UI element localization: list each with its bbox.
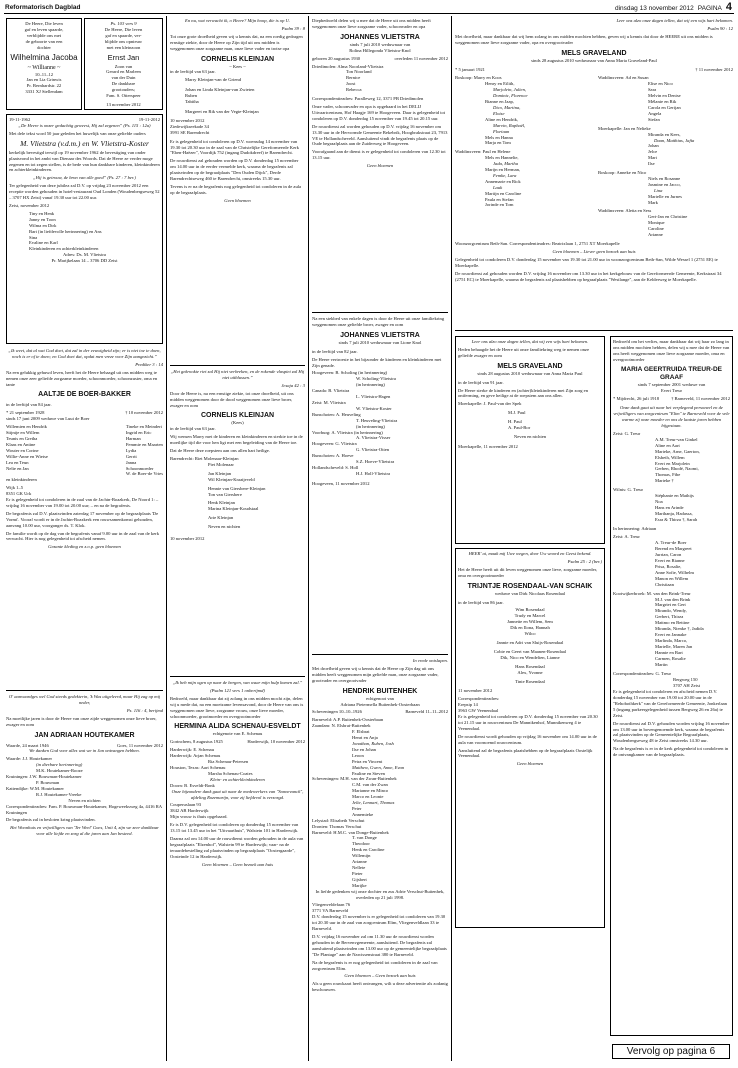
deceased-name: HERMINA ALIDA SCHENAU-ESVELDT <box>174 723 301 731</box>
obit-body: De Heere vertroeste in het bijzonder de kinderen en kleinkinderen met Zijn genade. <box>312 356 442 368</box>
obit-dates: * 21 september 1928 † 10 november 2012 <box>6 410 163 416</box>
obit-funeral: De rouwdienst zal gehouden worden op D.V. donderdag 15 november om 14.00 uur in de eerder vermelde kerk, waarna de begrafenis zal plaatsvinden op de begraafplaats "Den Ouden Dijck", Derde Barendrechtseweg 460 te Barendrecht, omstreeks 15.30 uur. <box>170 158 299 182</box>
family-member: Hans en Arinde <box>655 504 684 510</box>
obit-family <box>613 431 730 667</box>
family-member: Kootwijkerbroek: M. van den Brink-Treur <box>613 590 691 596</box>
ad-birth-wilhelmina <box>6 18 82 110</box>
obit-address: Vliegenveldefaan 76 3771 VA Barneveld <box>312 902 351 914</box>
jubilee-quote: „De Heere is onzer gedachtig geweest, Hij zal zegenen” (Ps. 115 : 12a) <box>18 122 151 128</box>
obit-sign2: Als u geen rouwkaart heeft ontvangen, wilt u deze advertentie als zodanig beschouwen. <box>312 981 448 993</box>
family-member: Gerben, Rhodé, Naomi, <box>655 466 699 472</box>
obit-thanks: Onze dank gaat uit naar het verplegend personeel en de vrijwilligers van zorgcentrum "Elim" te Barneveld voor de vele warme zij onze moeder en ons de laatste jaren hebben bijgestaan. <box>613 405 730 429</box>
ad-obituary-graveland <box>455 18 733 328</box>
column-divider <box>166 16 167 1061</box>
jubilee-address: Adres: Ds. M. Vlietstra Pr. Marijkelaan 14 – 3706 DD Zeist <box>51 252 118 264</box>
ad-obituary-houtekamer <box>6 694 163 1058</box>
family-member: Christiaan <box>655 581 674 587</box>
obit-quote: Leer ons alzo onze dagen tellen, dat wij een wijs hart bekomen. <box>616 18 733 23</box>
obit-sign: Geen bloemen <box>224 197 251 203</box>
family-member: Zeist: A. Treur <box>613 534 640 540</box>
obit-condolence: Gelegenheid tot condoleren D.V. donderdag 15 november van 19.30 tot 21.00 uur in woonzorgcentrum Beth-San, Wilde Wessel 1 (2751 EE) te Moerkapelle. <box>455 256 718 268</box>
deceased-nickname: (Kees) <box>231 420 244 426</box>
obit-sign: Geen bloemen – Geen bezoek aan huis <box>201 861 274 867</box>
obit-family: Marry Kleinjan-van de Griend Johan en Linda Kleinjan-van Zwieten Ruben Tabitha Margreet en Rik van der Vegte-Kleinjan <box>185 77 259 114</box>
obit-dates: Waarde, 24 maart 1946 Goes, 11 november 2012 <box>6 742 163 748</box>
ad-jubilee-vlietstra <box>6 114 163 344</box>
ad-obituary-vlietstra-2 <box>312 316 448 652</box>
family-member: Marielle, Maren Jan <box>655 643 693 649</box>
divider <box>312 312 448 313</box>
obit-age: in de leeftijd van 63 jaar. <box>170 426 216 432</box>
jubilee-family: Tiny en Henk Janny en Toon Wilma en Dirk Bart (in liefdevolle herinnering) en Ans Sina Evaline en Karl Kleinkinderen en achterkleinkinderen <box>29 210 102 252</box>
obit-intro: Bedroefd om het verlies, maar dankbaar dat wij haar zo lang in ons midden mochten hebben, delen wij u mee dat de Heere van ons heeft weggenomen onze lieve zorgzame moeder, oma en overgrootmoeder <box>613 339 730 362</box>
deceased-spouse: echtgenote van E. Schenau <box>212 731 263 737</box>
obit-funeral: De begrafenis zal D.V. plaatsvinden zaterdag 17 november op de begraafplaats 'De Vormt'. Vooraf wordt er in de Jachin-Boazkerk een rouwsamenkomst gehouden, aanvang 10.00 uur, voorganger ds. T. Klok. <box>6 510 159 528</box>
obit-intro: Na moeilijke jaren is door de Heere van onze zijde weggenomen onze lieve broer, zwager en oom <box>6 715 157 727</box>
family-member: Hannie en Bart <box>655 649 683 655</box>
deceased-name: JOHANNES VLIETSTRA <box>340 331 420 339</box>
ad-obituary-rosendaal <box>455 548 605 928</box>
family-member: Mirando, Wendy, <box>655 608 687 614</box>
obit-sign: Geen bloemen – Liever geen bezoek aan huis <box>552 248 636 254</box>
obit-funeral: De begrafenis zal in besloten kring plaatsvinden. <box>6 817 96 823</box>
family-member: Wilnis: G. Treur <box>613 487 644 493</box>
obit-quote: En nu, wat verwacht ik, o Heere? Mijn hoop, die is op U. <box>185 18 290 23</box>
obit-header: In vrede ontslapen. <box>412 658 448 663</box>
ad-obituary-kleinjan-2 <box>170 369 305 674</box>
obit-funeral: D.V. vrijdag 16 november zal om 11.30 uur de rouwdienst worden gehouden in de Bervenvgemeente, aansluitend. De begrafenis zal aansluitend plaatsvinden om 13.00 uur op de gemeentelijke begraafplaats "De Plantage" aan de Narcissenstraat 380 te Barneveld. <box>312 933 447 957</box>
obit-correspondence: Correspondentieadres: Paralleweg 12, 3371 PB Driedimolen <box>312 96 424 102</box>
obit-quote: „Ik weet, dat al wat God doet, dat zal in der eeuwigheid zijn; er is niet toe te doen, noch is er of te doen; en God doet dat, opdat men vreze voor Zijn aangezicht.” <box>8 348 161 359</box>
obit-note: Tevens is er na de begrafenis nog gelegenheid tot condoleren in de aula op de begraafplaats. <box>170 183 302 195</box>
baby-name: Wilhelmina Jacoba <box>10 52 78 62</box>
divider <box>455 330 733 331</box>
family-member: Thomas, Fibe <box>655 472 681 478</box>
family-member: Gerbert, Thirza <box>655 614 684 620</box>
obit-quote: „Het gekrookte riet zal Hij niet verbreken, en de rokende vlaspiet zal Hij niet uitblussen.” <box>170 369 305 380</box>
obit-family: Barneveld: A.P. Buitenhek-Oosterbaan Zaandam: N. Elsbrat-Buitenhek F. Elsbrat Henri en Anja Jonathan, Ruben, Josh Ilse en Johan Leoon Petra en Vincent Matthew, Gwen, Anne, Evan Pauline en Steven Scheveningen: M.H. van der Zwan-Buitenhek C.M. van der Zwan Marianne en Minco Marco en Leonie Jelte, Lennart, Thomas Peter Annemieke Lelystad: Elisabeth Verschut Dronten: Thomas Verschut Barneveld: H.M.C. van Donge-Buitenhek T. van Donge Theodoor Henk en Caroline Willemijn Arianne Nellete Pieter Gijsbert Marijke <box>312 717 405 888</box>
obit-condolence: Er is gelegenheid tot condoleren en afscheid nemen D.V. donderdag 15 november van 19.00 tot 20.00 uur in de "Rehobothkerk" van de Gereformeerde Gemeente, Jonkerlaan 5 (ingang parkeergelegenheid tussen Bergweg 26 en 26a) te Zeist. <box>613 689 727 718</box>
obit-intro: Door de Heere is, na een ernstige ziekte, tot onze droefheid, uit ons midden weggenomen door de dood weggenomen onze lieve broer, zwager en oom <box>170 390 294 408</box>
deceased-spouse: sinds 28 augustus 2010 weduwnaar van Anna Maria Graveland-Paul <box>531 57 657 63</box>
ad-obituary-graveland-family <box>455 336 605 544</box>
jubilee-couple-name: M. Vlietstra (v.d.m.) en W. Vlietstra-Koster <box>20 138 149 148</box>
family-member: Noa <box>655 498 663 504</box>
obit-funeral: De rouwdienst wordt gehouden op vrijdag 16 november om 14.00 uur in de aula van voornoemd rouwcentrum. <box>458 733 597 745</box>
deceased-spouse: sinds 7 september 2001 weduwe van Evert Treur <box>637 381 706 393</box>
obit-dates: * Mijdrecht, 26 juli 1918 † Barneveld, 11 november 2012 <box>613 396 730 402</box>
obit-quote: Leer ons alzo onze dagen tellen, dat wij een wijs hart bekomen. <box>471 339 589 344</box>
obit-intro: Diepbedroefd delen wij u mee dat de Heere uit ons midden heeft weggenomen onze lieve zorgzame vader, schoonvader en opa <box>312 18 431 29</box>
deceased-name: MARIA GEERTRUIDA TREUR-DE GRAAF <box>621 365 722 381</box>
obit-quote: O' aanvaardges wel God steeds gedekterin, 'k Was uitgeleerd, maar Hij zag op mij neder, <box>8 694 161 705</box>
obit-age: in de leeftijd van 63 jaar. <box>170 69 216 75</box>
jubilee-quote2: „Hij is getrouw, de bron van alle goed” (Ps. 27 : 7 ber.) <box>33 175 136 181</box>
family-member: Manon en Willem <box>655 575 689 581</box>
family-member: Marlinda, Marco, <box>655 637 688 643</box>
header-rule <box>4 13 734 14</box>
family-member: Marthanja, Hadassa, <box>655 510 693 516</box>
obit-funeral: Daarna zal om 14.00 uur de rouwdienst worden gehouden in de aula van begraafplaats "Elzenhof", Walstein 99 te Harderwijk; vaar- na de teraardebestelling zal plaatsvinden op begraafplaats "Oostergaarde", Oosteinde 12 in Harderwijk. <box>170 835 304 859</box>
divider <box>170 676 305 677</box>
birth-date: 13 november 2012 <box>106 101 141 107</box>
obit-thanks2: Het Woonhuis en vrijwilligers van 'Ter Weel' Goes, Unit 4, zijn we zeer dankbaar voor alle liefde en zorg al die jaren aan Jan besteed. <box>10 825 159 837</box>
birth-text: De Heere, Die leven gaf en leven spaarde, verblijdde ons met de geboorte van een dochter <box>24 21 64 50</box>
deceased-name: CORNELIS KLEINJAN <box>200 412 275 420</box>
obit-intro: Het de Heere heeft uit dit leven weggenomen onze lieve, zorgzame moeder, oma en overgrootmoeder <box>458 566 598 578</box>
family-member: Marieke, Arne, Gaerton, <box>655 448 700 454</box>
obit-family: Driedimolen: Alma Noorland-Vlietstra Ton Noorland Bernice Joost Rebecca <box>312 63 384 93</box>
obit-quote-ref: Psalm 90 : 12 <box>707 25 733 31</box>
ad-obituary-schenau <box>170 680 305 1058</box>
obit-remembrance: In liefde gedenken wij onze dochter en zus Adrie Verschut-Buitenhek, overleden op 21 juli 1998. <box>315 888 445 900</box>
obit-age: in de leeftijd van 86 jaar. <box>458 599 504 605</box>
obit-body2: Dat de Heere deze roepstem aan ons allen hart heilige. <box>170 448 270 454</box>
deceased-name: AALTJE DE BOER-BAKKER <box>38 391 131 399</box>
birth-details: Zoon van Gerard en Marleen van der Duin De dankbare grootouders; Fam. S. Otterspeer <box>106 63 141 99</box>
ad-obituary-treur <box>610 336 733 1036</box>
jubilee-body: kerkelijk bevestigd terwijl op 19 november 1962 de bevestiging van onder plaatsvond in het ambt van Dienaar des Woords. Dat de Heere ze verder moge zegenen en tot zegen stellen, is de bede van hun dankbare kinderen, kleinkinderen en achterkleinkinderen. <box>9 149 160 173</box>
page-header-info <box>615 1 732 13</box>
obit-funeral: De rouwdienst zal gehouden worden D.V. vrijdag 16 november om 13.30 uur in het kerkgebouw van de Gereformeerde Gemeente, Kerkstraat 34 (2751 EC) te Moerkapelle, waarna de begrafenis zal plaatshebben op begraafplaats "Westlange", aan de Kelderweg te Moerkapelle. <box>455 270 722 282</box>
family-member: Marieke † <box>655 478 674 484</box>
deceased-name: MELS GRAVELAND <box>561 49 627 57</box>
obit-address: Couperuslaan 93 3842 AB Harderwijk <box>170 802 209 814</box>
family-member: Margriet en Gert <box>655 602 686 608</box>
page-number: 4 <box>725 1 732 13</box>
family-member: Evert en Rianne <box>655 558 685 564</box>
obit-quote-ref: Psalm 39 : 8 <box>281 25 305 31</box>
obit-family: Moerkapelle: J. Paul-van der Spek M.J. Paul H. Paul A. Paul-Bor Neven en nichten <box>458 401 547 439</box>
obit-quote-ref: Jesaja 42 : 3 <box>281 382 305 388</box>
obit-sign: Geen bloemen – Geen bezoek aan huis <box>344 973 416 979</box>
divider <box>6 690 163 691</box>
obit-intro: Na een stekbed van enkele dagen is door de Heere uit onze familiekring weggenomen onze geliefde broer, zwager en oom <box>312 316 445 327</box>
obit-note: Voorafgaand aan de dienst is er gelegenheid tot condoleren van 12.30 tot 13.15 uur. <box>312 149 446 161</box>
ad-obituary-de-boer <box>6 348 163 688</box>
obit-condolence: Er is D.V. gelegenheid tot condoleren op donderdag 15 november van 13.15 tot 13.45 uur in het "Uitvaarthuis", Walstein 101 in Harderwijk. <box>170 822 299 834</box>
obit-intro: Heden behaagde het de Heere uit onze familiekring weg te nemen onze geliefde zwager en oom <box>458 346 589 358</box>
obit-family: Hoogeveen: B. Scholing (in herinnering) W. Scholing-Vlietstra (in herinnering) Canada: B. Vlietstra L. Vlietstra-Hagen Zeist: M. Vlietstra W. Vlietstra-Koster Bunschoten: A. Heuveling T. Heuveling-Vlietstra (in herinnering) Voorburg: A. Vlietstra (in herinnering) A. Vlietstra-Visser Hoogeveen: G. Vlietstra G. Vlietstra-Otten Bunschoten: A. Hoeve S.Z. Hoeve-Vlietstra Hollandscheveld: S. Holl H.J. Holl-Vlietstra <box>312 370 398 476</box>
obit-date: 10 november 2012 <box>170 536 205 542</box>
obit-dates: Gorinchem, 8 augustus 1925 Harderwijk, 10 november 2012 <box>170 739 305 745</box>
family-member: Miranda, Nienke †, Jadida <box>655 626 704 632</box>
family-member: Mattmo en Bettine <box>655 620 690 626</box>
family-member: Berend en Margreet <box>655 546 692 552</box>
deceased-name: CORNELIS KLEINJAN <box>200 55 275 63</box>
obit-funeral: De rouwdienst zal worden gehouden op D.V. vrijdag 16 november om 13.30 uur in de Hervormde Gemeente Bekebrik, Hoogbrakstraat 23, 7913 VE te Hollandscheveld. Aansluitend vindt de begrafenis plaats op de Oude begraafplaats aan de Zuiderweg te Hoogeveen. <box>312 123 448 147</box>
column-divider <box>451 16 452 1061</box>
deceased-name: HENDRIK BUITENHEK <box>342 687 418 695</box>
family-member: A.M. Treur-van Ginkel <box>655 436 698 442</box>
obit-family: Harderwijk: E. Schenau Harderwijk: Arjan Schenau Ria Schenau-Petersen Houston, Texas: Aart Schenau Marsha Schenau-Coates Klein- en achterkleinkinderen Doorn: B. Esveldt-Bonk <box>170 747 265 788</box>
deceased-nickname: ~ Kees ~ <box>229 63 246 69</box>
obit-dates: Scheveningen 10–10–1926 Barneveld 11–11–2012 <box>312 709 448 715</box>
baby-nickname: ~ Willianne ~ <box>27 64 61 71</box>
birth-text: Ps. 103 vers 9 De Heere, Die leven gaf en spaarde, ver- blijdde ons opnieuw met een kleinzoon <box>104 21 143 50</box>
obit-age: in de leeftijd van 82 jaar. <box>312 348 358 354</box>
divider <box>170 365 305 366</box>
ad-obituary-kleinjan-1 <box>170 18 305 363</box>
obit-grandkids: en kleinkinderen <box>6 477 37 483</box>
jubilee-place: Zeist, november 2012 <box>9 202 50 208</box>
obit-quote-ref: Psalm 25 : 2 (ber.) <box>567 558 602 564</box>
obit-body: De Heere sterke de kinderen en (achter)kleinkinderen met Zijn zorg en ontferming, en geve heilige at de roepstem aan ons allen. <box>458 387 589 399</box>
ad-birth-ernst-jan <box>84 18 163 110</box>
deceased-spouse: sinds 28 augustus 2010 weduwnaar van Anna Maria Paul <box>477 370 583 376</box>
obit-date: 11 november 2012 <box>458 688 493 694</box>
family-member: Evert en Marjolein <box>655 460 690 466</box>
deceased-spouse: sinds 7 juli 2010 weduwnaar van Lione Knol <box>338 339 422 345</box>
obit-condolence: Er is gelegenheid tot condoleren op D.V. woensdag 14 november van 19.30 tot 20.30 uur in de zaal van de Christelijke Gereformeerde Kerk "Eben-Haëzer", Voordijk 752 (ingang Dudokdreef) te Barendrecht. <box>170 138 299 156</box>
column-divider <box>308 16 309 1061</box>
obit-sign: Geen bloemen <box>516 761 544 767</box>
family-member: Esra & Thirza †, Sarah <box>655 516 698 522</box>
obit-note: Na de begrafenis is er nog gelegenheid tot condoleren in de zaal van zorgcentrum Elim. <box>312 959 438 971</box>
obit-quote-ref: Ps. 116 : 4, berijmd <box>126 707 163 713</box>
obit-family: Barendrecht: Riet Molenaar-Kleinjan Piet Molenaar Jan Kleinjan Wil Kleinjan-Kraaijeveld Hennie van Giersbere-Kleinjan Ton van Giersbere Henk Kleinjan Marina Kleinjan-Koudstaal Arie Kleinjan Neven en nichten <box>170 455 266 530</box>
obit-thanks: Onze bijzondere dank gaat uit naar de medewerkers van "Sonnevanck", afdeling Rozemarijn, voor zij liefdevol is verzorgd. <box>171 788 304 800</box>
obit-condolence: Onze vader, schoonvader en opa is opgebaard in het DELIJ Uitvaartcentrum, Hof Haagje 169 te Hoogeveen. Daar is gelegenheid tot condoleren op D.V. donderdag 15 november van 19.45 tot 20.15 uur. <box>312 103 446 121</box>
deceased-spouse: echtgenoot van Adriana Pietermella Buitenhek-Oosterbaan <box>340 695 420 707</box>
obit-quote-ref: Prediker 3 : 14 <box>135 361 163 367</box>
ad-obituary-vlietstra-1 <box>312 18 448 310</box>
family-member: M.J. van den Brink <box>655 596 691 602</box>
obit-address: Wijk 1–5 8351 GK Urk <box>6 485 32 497</box>
family-member: Aline en Aart <box>655 442 680 448</box>
jubilee-dates: 19-11-1962 19-11-2012 <box>9 117 160 122</box>
obit-quote: HEER' ai, maak mij Uwe wegen, door Uw woord en Geest bekend. <box>468 551 592 556</box>
deceased-name: TRIJNTJE ROSENDAAL-VAN SCHAIK <box>467 582 593 590</box>
obit-funeral: De rouwdienst zal D.V. gehouden worden vrijdag 16 november om 13.00 uur in bovengenoemde kerk, waarna de begrafenis zal plaatsvinden op de Gemeentelijke Begraafplaats, Woudenbergseweg 48 te Zeist omstreeks 14.30 uur. <box>613 720 730 744</box>
obit-condolence: Er is gelegenheid tot condoleren in de zaal van de Jachin-Boazkerk, De Noord 1: – vrijdag 16 november van 19.00 tot 20.00 uur; – en na de begrafenis. <box>6 497 159 508</box>
family-member: Martin <box>655 661 668 667</box>
obit-date: Moerkapelle, 11 november 2012 <box>458 443 518 449</box>
obit-sign: Gezante kleding en z.o.p. geen bloemen <box>48 544 121 550</box>
obit-age: in de leeftijd van 84 jaar. <box>6 402 52 408</box>
obit-correspondence: Correspondentieadres: G. Treur Bergweg 150 3707 AH Zeist <box>613 671 701 689</box>
obit-intro: Met droefheid geven wij u kennis dat de Heere op Zijn dag uit ons midden heeft weggenomen mijn geliefde man, onze zorgzame vader, grootvader en overgrootvader <box>312 665 439 683</box>
obit-quote-ref: (Psalm 121 vers 1 onberijmd) <box>210 687 265 693</box>
family-member: A. Treur-de Boer <box>655 540 687 546</box>
obit-condolence: Er is gelegenheid tot condoleren op D.V. donderdag 15 november van 20.30 tot 21.15 uur in rouwcentrum De Mannikenhof, Munnikenweg 4 te Veenendaal. <box>458 714 598 731</box>
obit-thanks: We danken God voor alles wat we in Jan ontvangen hebben. <box>29 748 140 754</box>
family-member: Evert en Jannake <box>655 631 687 637</box>
obit-dates: geboren 20 augustus 1930 overleden 11 november 2012 <box>312 55 448 61</box>
deceased-name: JOHANNES VLIETSTRA <box>340 33 420 41</box>
obit-note: Na de begrafenis is er in de kerk gelegenheid tot condoleren in de ontvangkamer van de begraafplaats. <box>613 746 729 758</box>
obit-laid-out: Mijn vrouw is thuis opgebaard. <box>170 814 228 820</box>
family-member: Zeist: G. Treur <box>613 430 641 436</box>
family-member: Anne Sofie, Wilhelm <box>655 569 694 575</box>
obit-dates: * 5 januari 1921 † 11 november 2012 <box>455 66 733 72</box>
obit-intro: Tot onze grote droefheid geven wij u kennis dat, na een roedig gedragen ernstige ziekte, door de Heere op Zijn tijd uit ons midden is weggenomen onze zorgzame man, onze lieve vader en trotse opa <box>170 33 303 51</box>
obit-correspondence: Woonzorgcentrum Beth-San. Correspondentieadres: Beatrixlaan 1, 2751 XT Moerkapelle <box>455 241 620 246</box>
obit-body: Wij wensen Marry met de kinderen en kleinkinderen en sterkte toe in de moeilijke tijd die voor hen ligt met een begeleiding van de Heere toe. <box>170 434 303 446</box>
obit-intro: Na een gelukkig gehuwd leven, heeft het de Heere behaagd uit ons midden weg te nemen onze zeer geliefde zorgzame moeder, schoonmoeder, schoonzuster, oma en tante <box>6 369 158 387</box>
deceased-spouse: sinds 7 juli 2010 weduwnaar van Rolina Hillegonda Vlietstra-Knol <box>349 41 411 53</box>
obit-family: Willemien en Hendrik Stijntje en Willem Teunis en Gretha Klaas en Antine Wouter en Corine Willie-Anne en Wietse Lea en Teun Nelie en Jan Tineke en Meindert Ingrid en Eric Harman Femmie en Maarten Lydia Gerrit Janna Schoonmoeder W. de Boer-de Vries <box>6 424 163 477</box>
family-member: Jurrian, Caron <box>655 552 682 558</box>
family-member: Prisa, Rosalie, <box>655 564 682 569</box>
page-label: PAGINA <box>697 5 722 12</box>
family-member: Stéphanie en Mathijs <box>655 493 694 499</box>
obit-address: 10 november 2012 Ziedewijkseekade 34 3991 SE Barendrecht <box>170 117 210 135</box>
ad-obituary-buitenhek <box>312 658 448 1058</box>
obit-family: Waarde: J.J. Houtekamer (in dierbare herinnering) M.K. Houtekamer-Rooze Kruiningen: J.W. Bouwman-Houtekamer P. Bouwman Kattendijke: W.M. Houtekamer R.J. Houtekamer-Vreeke Neven en nichten <box>6 756 101 803</box>
obit-age: in de leeftijd van 91 jaar. <box>458 379 504 385</box>
birth-details: 10–11–12 Jan en Lia Grinwis Pr. Bernhardstr. 22 3331 XJ Stellendam <box>25 71 63 95</box>
obit-correspondence: Correspondentieadres: Erepsip 14 3963 GW Veenendaal <box>458 696 500 714</box>
divider <box>312 654 448 655</box>
baby-name: Ernst Jan <box>107 52 140 62</box>
obit-date: Hoogeveen, 11 november 2012 <box>312 480 370 486</box>
obit-family: Boskoop: Marry en Koos Henry en Eilith, Marjolein, Julien, Dominic, Florence Bianne en Jaap, Dico, Martina, Eloise Aline en Hendrik, Marvin, Raphaël, Floriaan Mels en Hanna Marja en Tom Waddinxveen: Paul en Helene Mels en Hannelie, Jada, Martha Marijn en Herman, Femke, Lara Annemarie en Rick Lauk Martijn en Caroline Paula en Stefan Jorinde en Tom Waddinxveen: Ad en Susan Elise en Nico Sara Melvin en Denise Mélanie en Rik Carola en Gerijan Angela Stefan Moerkapelle: Jan en Nelieke Miranda en Kees, Daan, Matthias, Jafta Johan Jelce Mart Ilse Boskoop: Anneke en Nico Niels en Rosanne Jasmine en Jacco, Lina Marielle en Jurnes Mark Waddinxveen: Aletta en Sess Gert-Jan en Christine Monique Caroline Arianne <box>455 75 695 238</box>
jubilee-intro: Met dele tekst word 50 jaar geleden het huwelijk van onze geliefde ouders <box>9 130 146 136</box>
obit-sign: Geen bloemen <box>366 163 394 169</box>
family-member: Carmen, Rosalie <box>655 655 686 661</box>
obit-burial: Aansluitend zal de begrafenis plaatshebben op de begraafplaats Oostelijk Veenendaal. <box>458 747 593 759</box>
obit-family-note: De familie wordt op de dag van de begrafenis vanaf 9.00 uur in de zaal van de kerk verwacht. Hier is nog gelegenheid tot afscheid nemen. <box>6 530 160 542</box>
obit-condolence: D.V. donderdag 15 november is er gelegenheid tot condoleren van 19.30 tot 20.30 uur in de zaal van zorgcentrum Elim, Vliegenveldlaan 33 te Barneveld. <box>312 914 446 932</box>
jubilee-reception: Ter gelegenheid van deze jubilea zal D.V. op vrijdag 23 november 2012 een receptie worden gehouden in hotel-restaurant Oud Londen (Woudenbergseweg 52 – 3707 HX Zeist) vanaf 19.30 uur tot 22.00 uur. <box>9 183 160 201</box>
obit-correspondence: Correspondentieadres: Fam. P. Bouwman-Houtekamer, Hogeweeksweg 4a, 4416 RA Kruiningen <box>6 803 162 815</box>
deceased-name: MELS GRAVELAND <box>497 362 563 370</box>
obit-quote: „Ik heb mijn ogen op naar de bergen, van waar mijn hulp komen zal.” <box>172 680 303 685</box>
obit-intro: Bedroefd, maar dankbaar dat zij zolang in ons midden mocht zijn, delen wij u mede dat, na een moeizame levensavond, door de Heere van ons is weggenomen onze lieve, zorgzame vrouw, onze lieve moeder, schoonmoeder, grootmoeder en overgrootmoeder <box>170 695 304 719</box>
deceased-spouse: weduwe van Dirk Nicolaas Rosendaal <box>494 590 566 596</box>
continued-on-page-6[interactable]: Vervolg op pagina 6 <box>612 1044 730 1059</box>
deceased-name: JAN ADRIAAN HOUTEKAMER <box>34 731 135 739</box>
obit-intro: Met droefheid, maar dankbaar dat wij hem zolang in ons midden mochten hebben, geven wij u kennis dat door de HEERE uit ons midden is weggenomen onze lieve zorgzame vader, opa en overgrootvader <box>455 33 713 45</box>
family-member: In herinnering: Adriaan <box>613 525 657 531</box>
issue-date: dinsdag 13 november 2012 <box>615 5 694 12</box>
obit-family: Wim Rosendaal Trudy en Marcel Jannette en Willem, Sem Dik en Ilona, Hannah Wilco Jannie en Adri van Sluijs-Rosendaal Cobie en Geert van Maanen-Rosendaal Dik, Nico en Wendelien, Lianne Hans Rosendaal Alex, Yvonne Tinie Rosendaal <box>493 607 567 684</box>
family-member: Elsbeth, Willem <box>655 454 685 460</box>
newspaper-name: Reformatorisch Dagblad <box>5 4 81 11</box>
obit-widow: sinds 17 juni 2009 weduwe van Luut de Boer <box>6 416 90 422</box>
